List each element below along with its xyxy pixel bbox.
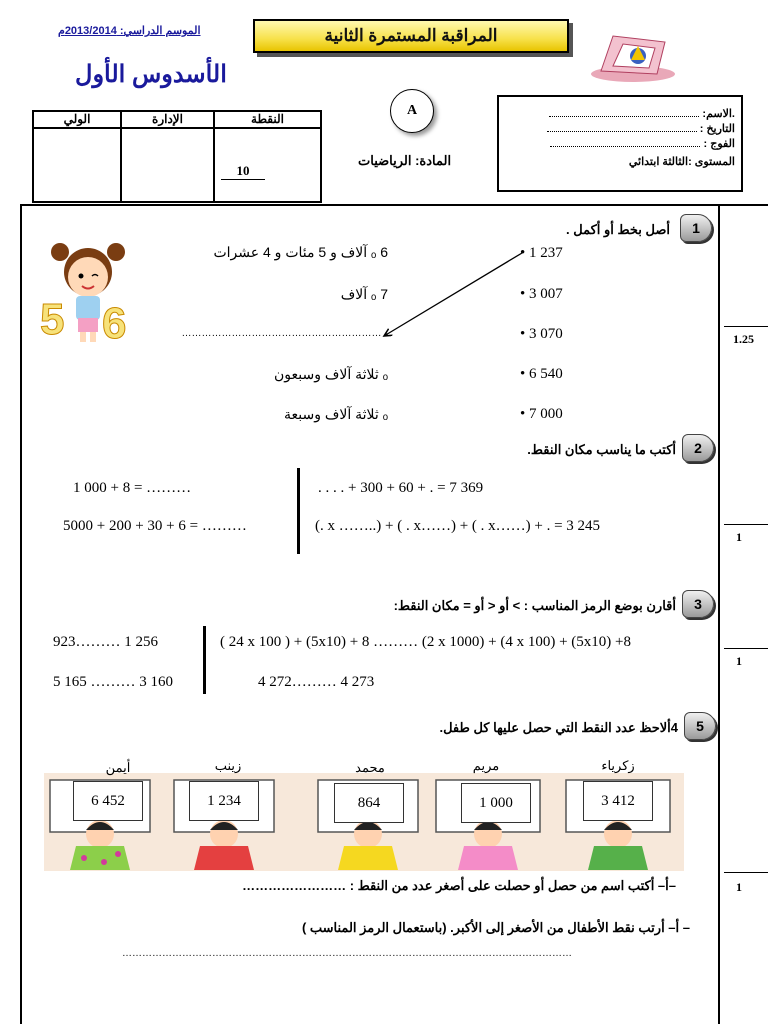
q1-item-2: ₒ 7 آلاف [340,286,388,302]
school-season: الموسم الدراسي: 2013/2014م [58,25,201,37]
kid-points-2: 1 234 [189,781,259,821]
q1-score-line [724,326,768,327]
kid-name-3: محمد [355,760,385,775]
q3-right-1[interactable]: ( 24 x 100 ) + (5x10) + 8 ……… (2 x 1000) + (4 x 100) + (5x10) +8 [220,634,631,650]
bullet: • [520,286,530,302]
grade-total: 10 [221,163,265,180]
semester-title: الأسدوس الأول [75,61,227,88]
q1-item-4: ₒ ثلاثة آلاف وسبعون [274,366,388,382]
q1-item-5: ₒ ثلاثة آلاف وسبعة [284,406,388,422]
bullet: ₒ [371,244,381,260]
q2-score: 1 [736,530,742,544]
question-5-instruction: 4ألاحظ عدد النقط التي حصل عليها كل طفل. [439,720,678,735]
kid-points-3: 864 [334,783,404,823]
q2-left-1[interactable]: 1 000 + 8 = ……… [73,480,192,496]
question-5-badge: 5 [684,712,716,740]
bullet: ₒ [378,366,388,382]
q3-score: 1 [736,654,742,668]
q5-part-a[interactable]: –أ– أكتب اسم من حصل أو حصلت على أصغر عدد من النقط : …………………… [242,878,676,893]
question-1-instruction: أصل بخط أو أكمل . [566,222,670,237]
kid-name-1: أيمن [105,760,131,775]
q1-item-1: ₒ 6 آلاف و 5 مئات و 4 عشرات [213,244,388,260]
date-label: التاريخ : [699,123,735,135]
kid-points-1: 6 452 [73,781,143,821]
grade-header: النقطة [214,111,321,128]
name-label: .الاسم: [702,108,735,120]
q1-number-1: • 1 237 [520,245,563,261]
q1-number-5: • 7 000 [520,406,563,422]
q1-number-2: • 3 007 [520,286,563,302]
kid-name-2: زينب [214,758,242,773]
q1-number-4: • 6 540 [520,366,563,382]
svg-text:5: 5 [40,295,65,344]
bullet: ₒ [371,286,381,302]
q3-score-line [724,648,768,649]
bullet: ₒ [378,406,388,422]
kid-points-5: 3 412 [583,781,653,821]
q1-item-3-blank[interactable]: ₒ …………………………………………………… [181,328,388,339]
bullet: • [520,406,530,422]
q5-score: 1 [736,880,742,894]
q3-divider [203,626,206,694]
q2-divider [297,468,300,554]
q2-score-line [724,524,768,525]
q5-part-b: – أ– أرتب نقط الأطفال من الأصغر إلى الأكبر. (باستعمال الرمز المناسب ) [301,920,690,935]
exam-title: المراقبة المستمرة الثانية [253,19,569,53]
bullet: • [520,326,530,342]
q5-answer-line[interactable]: ……………………………………………………………………………………………………………………… [122,948,572,959]
group-label: الفوج : [703,138,735,150]
q1-score: 1.25 [733,332,754,346]
guardian-header: الولي [33,111,121,128]
q5-score-line [724,872,768,873]
q3-right-2[interactable]: 4 272……… 4 273 [258,674,375,690]
kid-name-5: زكرياء [601,758,635,773]
question-2-badge: 2 [682,434,714,462]
bullet: ₒ [381,328,388,339]
question-3-badge: 3 [682,590,714,618]
q3-left-2[interactable]: 5 165 ……… 3 160 [53,674,173,690]
kid-name-4: مريم [472,758,500,773]
subject-label: المادة: الرياضيات [358,153,452,168]
q1-number-3: • 3 070 [520,326,563,342]
question-2-instruction: أكتب ما يناسب مكان النقط. [527,442,676,457]
kid-points-4: 1 000 [461,783,531,823]
question-3-instruction: أقارن بوضع الرمز المناسب : > أو < أو = مكان النقط: [393,598,676,613]
q2-right-2[interactable]: (. x ……..) + ( . x……) + ( . x……) + . = 3 245 [315,518,601,534]
q3-left-1[interactable]: 923……… 1 256 [53,634,158,650]
level-label: المستوى :الثالثة ابتدائي [628,156,735,168]
bullet: • [520,245,530,261]
q2-left-2[interactable]: 5000 + 200 + 30 + 6 = ……… [63,518,247,534]
q2-right-1[interactable]: . . . . + 300 + 60 + . = 7 369 [318,480,484,496]
question-1-badge: 1 [680,214,712,242]
administration-header: الإدارة [121,111,214,128]
svg-text:6: 6 [102,299,127,346]
exam-model-badge: A [390,89,434,133]
bullet: • [520,366,530,382]
